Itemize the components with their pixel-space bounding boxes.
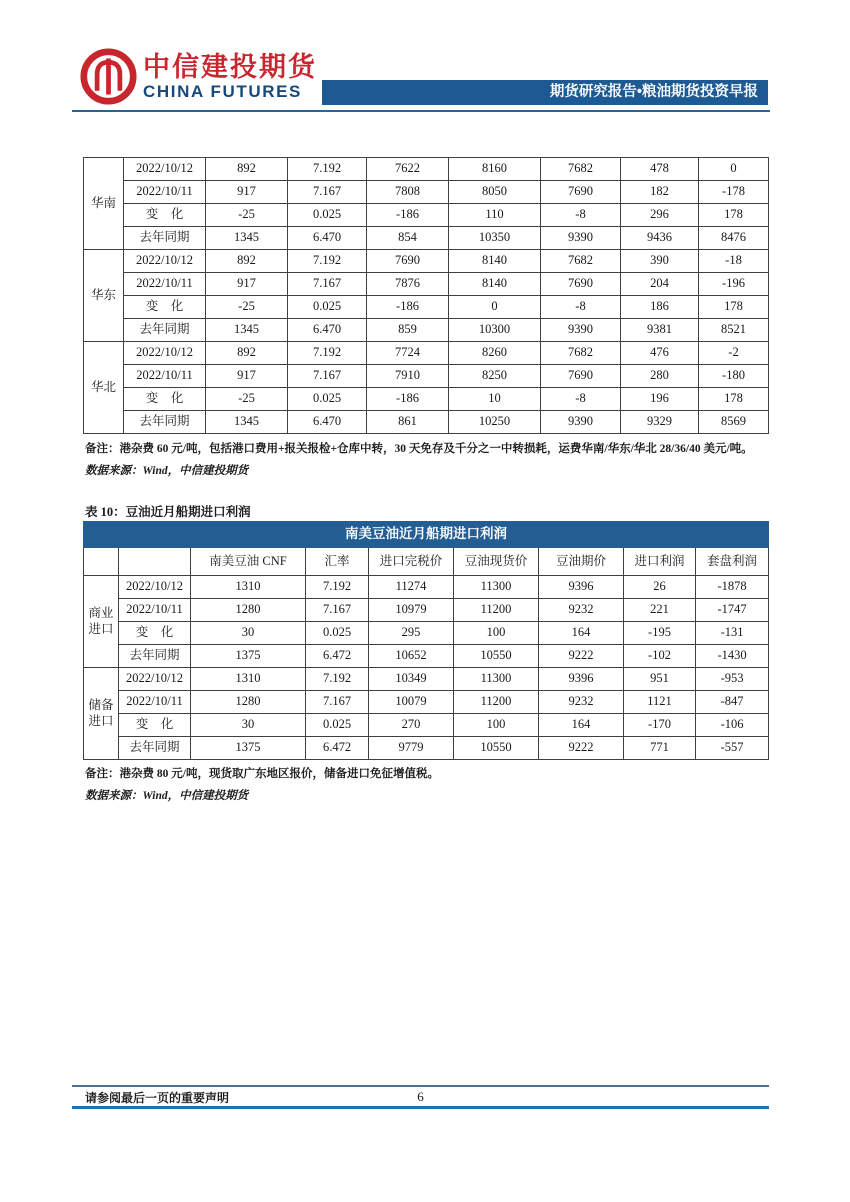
data-cell: 1345	[206, 227, 288, 250]
data-cell: 178	[699, 296, 769, 319]
column-header: 套盘利润	[696, 548, 769, 576]
data-cell: -196	[699, 273, 769, 296]
data-cell: -102	[624, 645, 696, 668]
data-cell: 280	[621, 365, 699, 388]
data-cell: 11300	[454, 576, 539, 599]
data-cell: 204	[621, 273, 699, 296]
data-cell: 6.472	[306, 645, 369, 668]
data-cell: 6.470	[288, 319, 367, 342]
data-cell: 178	[699, 388, 769, 411]
data-cell: 7724	[367, 342, 449, 365]
data-cell: -25	[206, 204, 288, 227]
data-cell: 7.167	[306, 691, 369, 714]
row-group-label: 商业进口	[84, 576, 119, 668]
data-cell: 7.167	[288, 273, 367, 296]
data-cell: 1375	[191, 737, 306, 760]
page-number: 6	[417, 1089, 424, 1104]
data-cell: 270	[369, 714, 454, 737]
company-name-cn: 中信建投期货	[143, 52, 317, 82]
data-cell: 10300	[449, 319, 541, 342]
data-cell: 10350	[449, 227, 541, 250]
data-cell: 8521	[699, 319, 769, 342]
row-header-cell: 变 化	[119, 622, 191, 645]
table-row	[84, 388, 769, 411]
table-row	[84, 227, 769, 250]
data-cell: 8160	[449, 158, 541, 181]
row-group-label: 储备进口	[84, 668, 119, 760]
soyoil-import-profit-table	[83, 521, 769, 760]
company-name-en: CHINA FUTURES	[143, 82, 302, 101]
company-logo	[143, 52, 317, 102]
data-cell: 164	[539, 714, 624, 737]
table-row	[84, 204, 769, 227]
data-cell: 7690	[541, 273, 621, 296]
table-row	[84, 342, 769, 365]
table-row	[84, 576, 769, 599]
table-row	[84, 273, 769, 296]
data-cell: 1280	[191, 599, 306, 622]
data-cell: 7690	[541, 365, 621, 388]
data-cell: -8	[541, 296, 621, 319]
row-group-label: 华东	[84, 250, 124, 342]
data-cell: 9396	[539, 668, 624, 691]
data-cell: 7622	[367, 158, 449, 181]
row-header-cell: 2022/10/11	[119, 599, 191, 622]
data-cell: 9390	[541, 319, 621, 342]
data-cell: 9436	[621, 227, 699, 250]
table-row	[84, 714, 769, 737]
blank-cell	[84, 548, 119, 576]
data-cell: 7.192	[306, 668, 369, 691]
data-cell: 296	[621, 204, 699, 227]
column-header: 进口利润	[624, 548, 696, 576]
data-cell: -18	[699, 250, 769, 273]
data-cell: 1310	[191, 668, 306, 691]
data-cell: 11200	[454, 691, 539, 714]
table-row	[84, 668, 769, 691]
data-cell: 196	[621, 388, 699, 411]
data-cell: -170	[624, 714, 696, 737]
data-cell: 7.167	[306, 599, 369, 622]
row-header-cell: 2022/10/12	[119, 576, 191, 599]
data-cell: 9222	[539, 645, 624, 668]
table-row	[84, 737, 769, 760]
data-cell: 7690	[367, 250, 449, 273]
data-cell: 0.025	[306, 714, 369, 737]
data-cell: 8260	[449, 342, 541, 365]
row-header-cell: 2022/10/12	[119, 668, 191, 691]
data-cell: 10979	[369, 599, 454, 622]
table-row	[84, 319, 769, 342]
data-cell: 892	[206, 342, 288, 365]
data-cell: 10250	[449, 411, 541, 434]
data-cell: -953	[696, 668, 769, 691]
data-cell: 30	[191, 714, 306, 737]
data-cell: 0.025	[288, 388, 367, 411]
row-header-cell: 去年同期	[124, 411, 206, 434]
data-cell: 9222	[539, 737, 624, 760]
data-cell: 390	[621, 250, 699, 273]
data-cell: 10652	[369, 645, 454, 668]
data-cell: 10349	[369, 668, 454, 691]
table1-note: 备注：港杂费 60 元/吨，包括港口费用+报关报检+仓库中转，30 天免存及千分之一中转损耗，运费华南/华东/华北 28/36/40 美元/吨。	[85, 443, 753, 455]
data-cell: 9396	[539, 576, 624, 599]
row-header-cell: 变 化	[124, 296, 206, 319]
row-header-cell: 去年同期	[124, 319, 206, 342]
data-cell: 1121	[624, 691, 696, 714]
data-cell: 478	[621, 158, 699, 181]
row-header-cell: 去年同期	[124, 227, 206, 250]
data-cell: -1878	[696, 576, 769, 599]
column-header: 豆油现货价	[454, 548, 539, 576]
data-cell: 100	[454, 714, 539, 737]
data-cell: -25	[206, 296, 288, 319]
row-header-cell: 变 化	[124, 388, 206, 411]
data-cell: 7690	[541, 181, 621, 204]
data-cell: -557	[696, 737, 769, 760]
data-cell: 7876	[367, 273, 449, 296]
column-header: 汇率	[306, 548, 369, 576]
data-cell: 917	[206, 181, 288, 204]
table2-title: 南美豆油近月船期进口利润	[84, 522, 769, 548]
data-cell: 7682	[541, 250, 621, 273]
table-row	[84, 250, 769, 273]
data-cell: 182	[621, 181, 699, 204]
data-cell: 11300	[454, 668, 539, 691]
data-cell: 854	[367, 227, 449, 250]
data-cell: 8476	[699, 227, 769, 250]
table-row	[84, 599, 769, 622]
row-header-cell: 2022/10/12	[124, 250, 206, 273]
table-row	[84, 691, 769, 714]
data-cell: 8569	[699, 411, 769, 434]
footer-divider-bottom	[72, 1106, 769, 1109]
data-cell: 861	[367, 411, 449, 434]
column-header: 南美豆油 CNF	[191, 548, 306, 576]
data-cell: 9390	[541, 411, 621, 434]
row-header-cell: 变 化	[124, 204, 206, 227]
row-group-label: 华南	[84, 158, 124, 250]
row-header-cell: 去年同期	[119, 737, 191, 760]
data-cell: 1345	[206, 411, 288, 434]
data-cell: 8050	[449, 181, 541, 204]
data-cell: 26	[624, 576, 696, 599]
data-cell: 7.192	[306, 576, 369, 599]
table-row	[84, 622, 769, 645]
column-header: 豆油期价	[539, 548, 624, 576]
data-cell: 221	[624, 599, 696, 622]
data-cell: 0.025	[306, 622, 369, 645]
data-cell: 6.470	[288, 227, 367, 250]
data-cell: 9232	[539, 599, 624, 622]
data-cell: -178	[699, 181, 769, 204]
data-cell: 0.025	[288, 204, 367, 227]
table-row	[84, 158, 769, 181]
data-cell: 30	[191, 622, 306, 645]
row-header-cell: 去年同期	[119, 645, 191, 668]
data-cell: -186	[367, 204, 449, 227]
row-header-cell: 变 化	[119, 714, 191, 737]
data-cell: 10079	[369, 691, 454, 714]
table1-source: 数据来源：Wind，中信建投期货	[85, 465, 249, 477]
row-header-cell: 2022/10/12	[124, 158, 206, 181]
data-cell: -8	[541, 388, 621, 411]
data-cell: 0	[699, 158, 769, 181]
data-cell: 9779	[369, 737, 454, 760]
data-cell: 476	[621, 342, 699, 365]
data-cell: -25	[206, 388, 288, 411]
row-group-label: 华北	[84, 342, 124, 434]
row-header-cell: 2022/10/11	[119, 691, 191, 714]
data-cell: 7.192	[288, 250, 367, 273]
data-cell: 7910	[367, 365, 449, 388]
table-row	[84, 645, 769, 668]
data-cell: 1345	[206, 319, 288, 342]
data-cell: 9381	[621, 319, 699, 342]
data-cell: 0	[449, 296, 541, 319]
data-cell: 1310	[191, 576, 306, 599]
data-cell: 917	[206, 273, 288, 296]
data-cell: -186	[367, 388, 449, 411]
data-cell: 8140	[449, 250, 541, 273]
data-cell: 7.167	[288, 365, 367, 388]
data-cell: 164	[539, 622, 624, 645]
data-cell: 8250	[449, 365, 541, 388]
data-cell: 178	[699, 204, 769, 227]
data-cell: 1375	[191, 645, 306, 668]
data-cell: 9329	[621, 411, 699, 434]
data-cell: 951	[624, 668, 696, 691]
data-cell: -847	[696, 691, 769, 714]
data-cell: 10550	[454, 645, 539, 668]
data-cell: -131	[696, 622, 769, 645]
data-cell: 8140	[449, 273, 541, 296]
regional-import-profit-table	[83, 157, 769, 434]
data-cell: 6.470	[288, 411, 367, 434]
data-cell: 11200	[454, 599, 539, 622]
data-cell: 1280	[191, 691, 306, 714]
report-banner: 期货研究报告•粮油期货投资早报	[322, 80, 768, 105]
column-header: 进口完税价	[369, 548, 454, 576]
table-row	[84, 296, 769, 319]
data-cell: -2	[699, 342, 769, 365]
data-cell: 9232	[539, 691, 624, 714]
table-row	[84, 411, 769, 434]
company-logo-icon	[80, 48, 137, 105]
data-cell: -106	[696, 714, 769, 737]
data-cell: 110	[449, 204, 541, 227]
data-cell: 10	[449, 388, 541, 411]
data-cell: 6.472	[306, 737, 369, 760]
data-cell: 7682	[541, 342, 621, 365]
footer-disclaimer: 请参阅最后一页的重要声明	[85, 1091, 230, 1105]
data-cell: 7682	[541, 158, 621, 181]
row-header-cell: 2022/10/11	[124, 273, 206, 296]
data-cell: 100	[454, 622, 539, 645]
data-cell: 7.167	[288, 181, 367, 204]
data-cell: 11274	[369, 576, 454, 599]
footer-divider-top	[72, 1085, 769, 1087]
table-row	[84, 365, 769, 388]
table-row	[84, 181, 769, 204]
table2-source: 数据来源：Wind，中信建投期货	[85, 790, 249, 802]
data-cell: 7.192	[288, 342, 367, 365]
table2-note: 备注：港杂费 80 元/吨，现货取广东地区报价，储备进口免征增值税。	[85, 768, 439, 780]
data-cell: -180	[699, 365, 769, 388]
data-cell: 186	[621, 296, 699, 319]
data-cell: 0.025	[288, 296, 367, 319]
data-cell: 892	[206, 250, 288, 273]
data-cell: 9390	[541, 227, 621, 250]
data-cell: 295	[369, 622, 454, 645]
table2-title-row	[84, 522, 769, 548]
blank-cell	[119, 548, 191, 576]
data-cell: 7.192	[288, 158, 367, 181]
data-cell: 771	[624, 737, 696, 760]
data-cell: -1747	[696, 599, 769, 622]
data-cell: 859	[367, 319, 449, 342]
data-cell: 10550	[454, 737, 539, 760]
row-header-cell: 2022/10/11	[124, 365, 206, 388]
data-cell: -8	[541, 204, 621, 227]
data-cell: 892	[206, 158, 288, 181]
data-cell: -1430	[696, 645, 769, 668]
row-header-cell: 2022/10/12	[124, 342, 206, 365]
table2-header-row	[84, 548, 769, 576]
data-cell: -195	[624, 622, 696, 645]
table2-caption: 表 10：豆油近月船期进口利润	[85, 505, 251, 519]
data-cell: 917	[206, 365, 288, 388]
data-cell: -186	[367, 296, 449, 319]
row-header-cell: 2022/10/11	[124, 181, 206, 204]
header-divider	[72, 110, 770, 112]
data-cell: 7808	[367, 181, 449, 204]
